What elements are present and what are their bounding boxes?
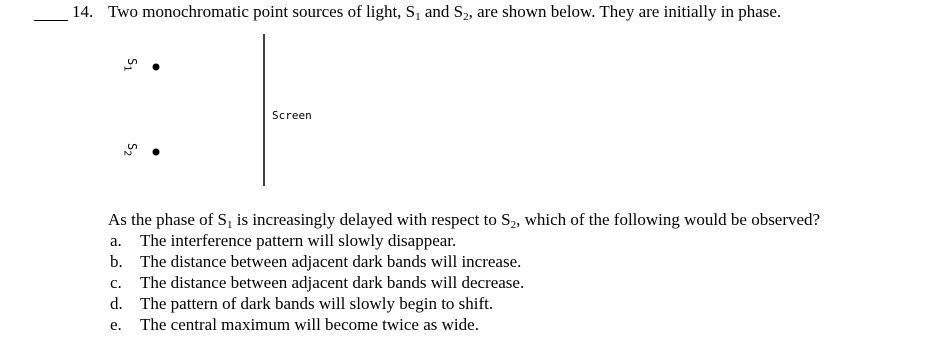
intro-suffix: , are shown below. They are initially in phase. bbox=[468, 2, 782, 21]
source1-label bbox=[121, 58, 138, 71]
choice-b bbox=[110, 252, 521, 272]
choice-d bbox=[110, 294, 493, 314]
source2-letter: S bbox=[125, 143, 139, 151]
choice-letter: a. bbox=[110, 231, 122, 250]
source2-dot bbox=[153, 149, 160, 156]
intro-sub1: 1 bbox=[415, 11, 421, 23]
choice-e bbox=[110, 315, 479, 335]
choice-text: The central maximum will become twice as wide. bbox=[140, 315, 479, 334]
stem-prefix: As the phase of S bbox=[108, 210, 227, 229]
choice-text: The pattern of dark bands will slowly begin to shift. bbox=[140, 294, 494, 313]
choice-a bbox=[110, 231, 456, 251]
intro-sub2: 2 bbox=[463, 11, 469, 23]
source2-label bbox=[121, 143, 138, 156]
stem-sub1: 1 bbox=[226, 219, 233, 231]
choice-letter: d. bbox=[110, 294, 123, 313]
choice-letter: c. bbox=[110, 273, 122, 292]
choice-text: The distance between adjacent dark bands will increase. bbox=[140, 252, 522, 271]
stem-mid: is increasingly delayed with respect to S bbox=[232, 210, 511, 229]
choice-text: The interference pattern will slowly disappear. bbox=[140, 231, 457, 250]
screen-label: Screen bbox=[272, 109, 312, 122]
choice-text: The distance between adjacent dark bands will decrease. bbox=[140, 273, 525, 292]
question-intro bbox=[108, 2, 781, 27]
intro-mid: and S bbox=[420, 2, 464, 21]
source1-sub: 1 bbox=[121, 65, 133, 72]
choice-letter: b. bbox=[110, 252, 123, 271]
source2-sub: 2 bbox=[121, 150, 133, 157]
intro-prefix: Two monochromatic point sources of light, S bbox=[108, 2, 416, 21]
source1-letter: S bbox=[125, 58, 139, 66]
stem-sub2: 2 bbox=[510, 219, 517, 231]
question-number: 14. bbox=[72, 2, 94, 21]
source1-dot bbox=[153, 64, 160, 71]
choice-letter: e. bbox=[110, 315, 122, 334]
answer-blank-line bbox=[34, 20, 68, 21]
choice-c bbox=[110, 273, 524, 293]
stem-suffix: , which of the following would be observed? bbox=[516, 210, 821, 229]
